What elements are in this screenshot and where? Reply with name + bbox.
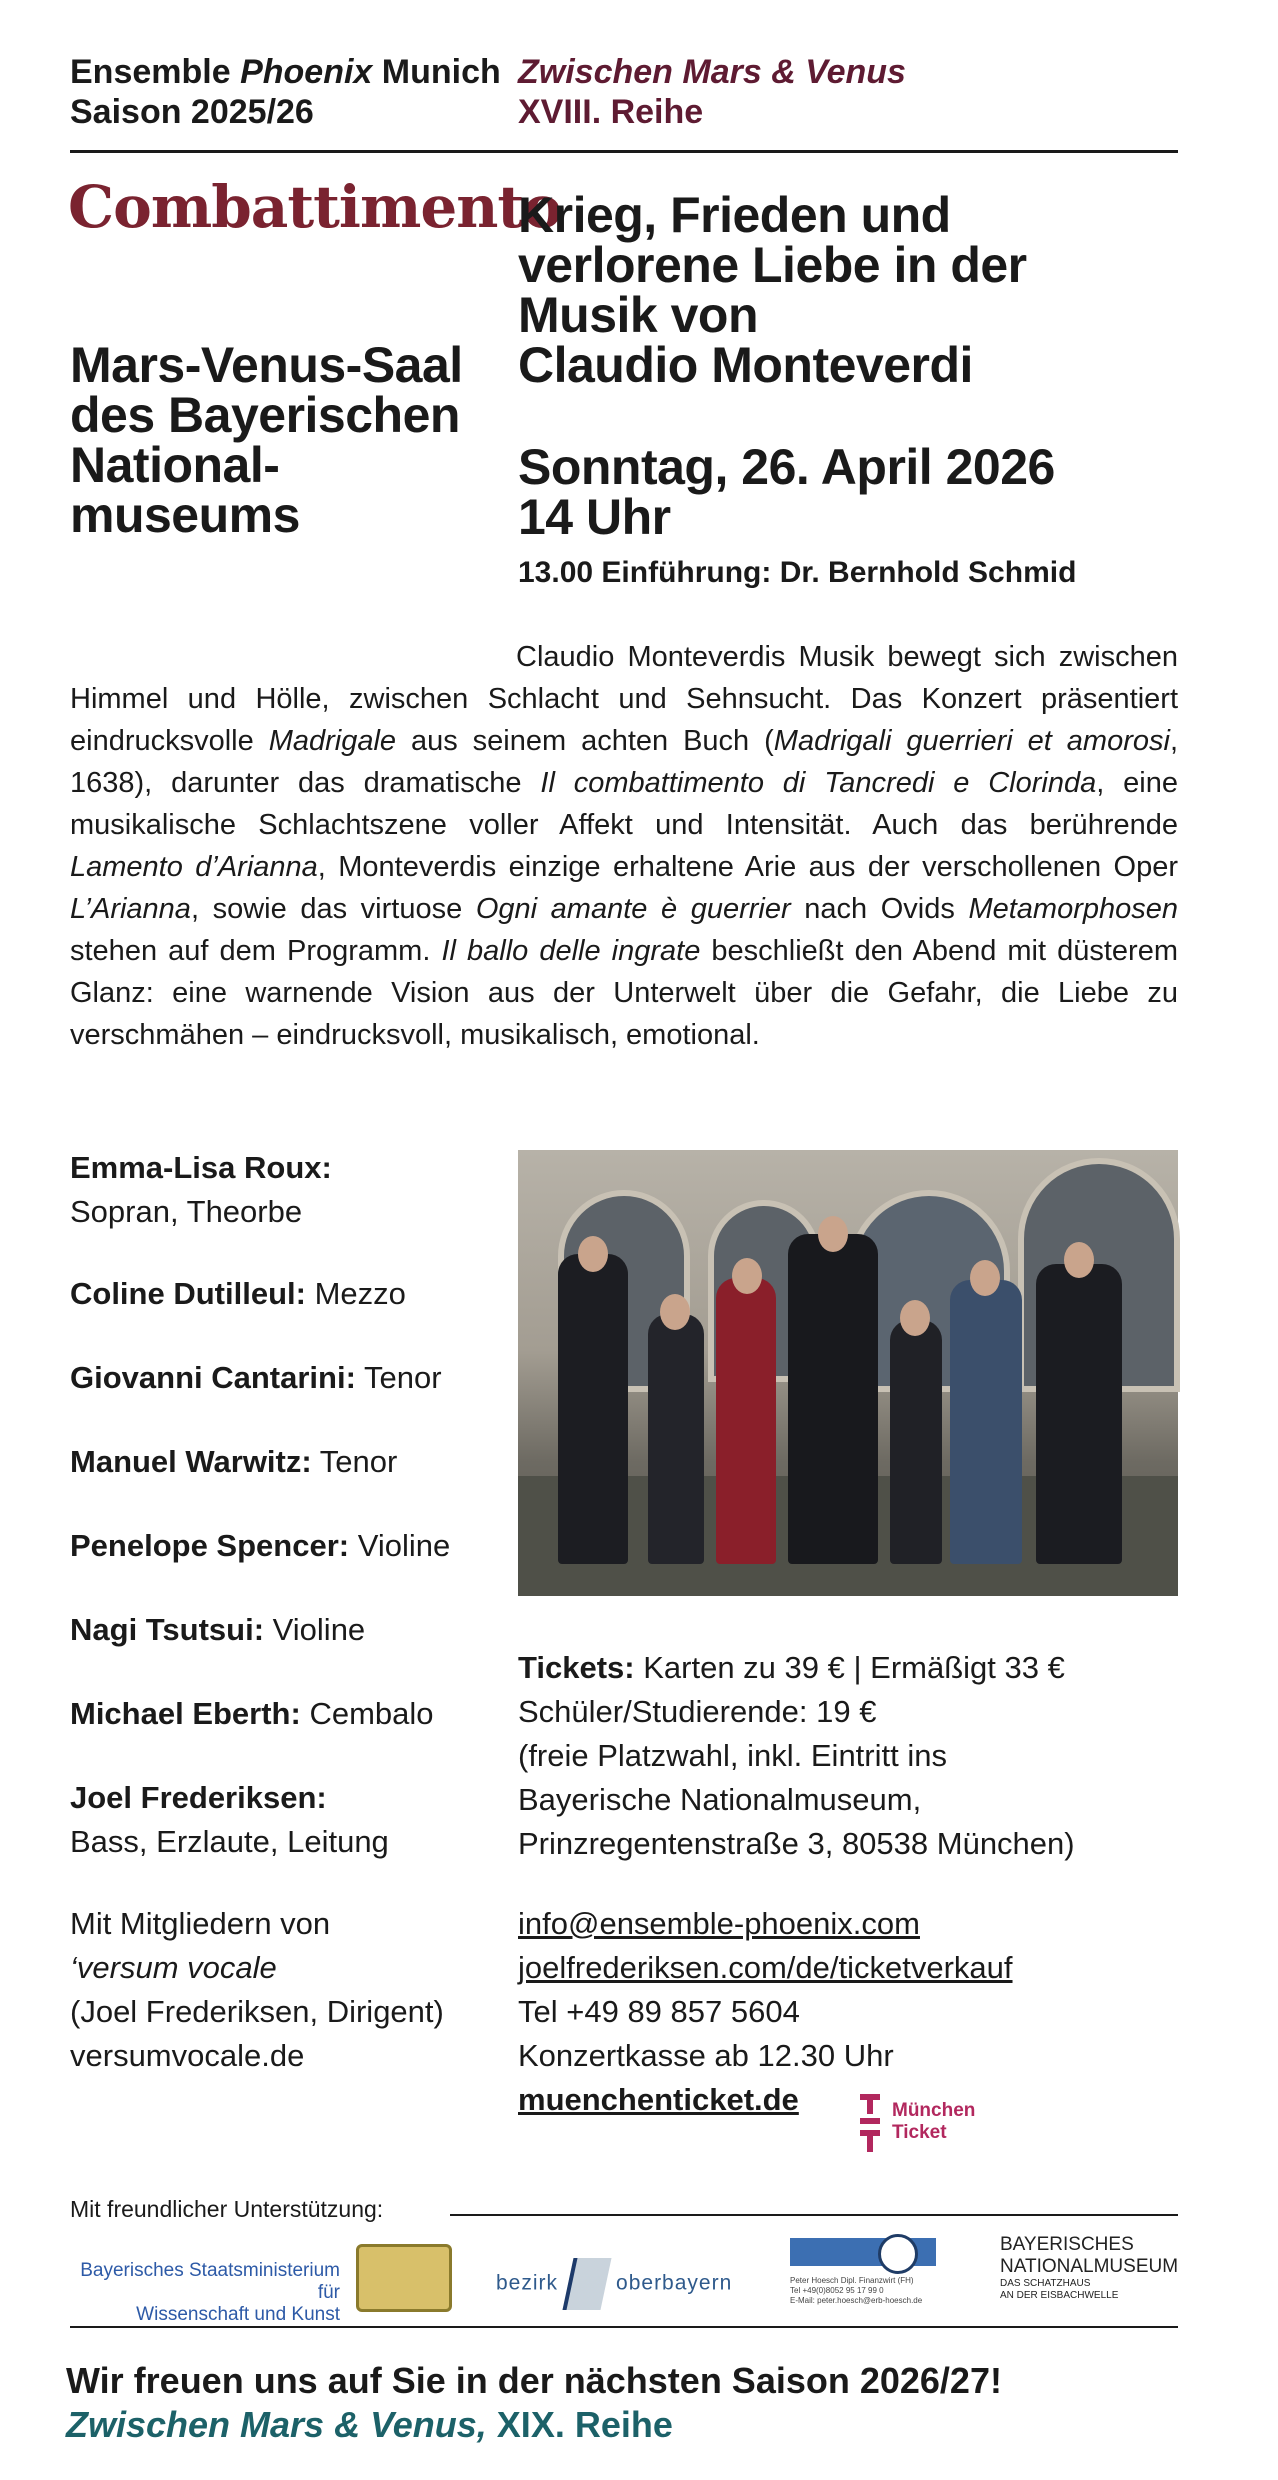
hoesch-logo-icon xyxy=(878,2234,918,2274)
muenchen-ticket-logo: München Ticket xyxy=(858,2092,988,2152)
concert-date: Sonntag, 26. April 2026 xyxy=(518,439,1055,495)
next-series: Zwischen Mars & Venus, XIX. Reihe xyxy=(66,2404,673,2445)
cast-item: Emma-Lisa Roux: Sopran, Theorbe xyxy=(70,1150,332,1229)
description: Claudio Monteverdis Musik bewegt sich zwischen Himmel und Hölle, zwischen Schlacht und Sehnsucht. Das Konzert präsentiert eindrucksvolle Madrigale aus seinem achten Buch (Madrigali guerrieri et amorosi, 1638), darunter das dramatische Il combattimento di Tancredi e Clorinda, eine musikalische Schlachtszene voller Affekt und Intensität. Auch das berührende Lamento d’Arianna, Monteverdis einzige erhaltene Arie aus der verschollenen Oper L’Arianna, sowie das virtuose Ogni amante è guerrier nach Ovids Metamorphosen stehen auf dem Programm. Il ballo delle ingrate beschließt den Abend mit düsterem Glanz: eine warnende Vision aus der Unterwelt über die Gefahr, die Liebe zu verschmähen – eindrucksvoll, musikalisch, emotional. xyxy=(70,641,1178,1051)
cast-item: Joel Frederiksen: Bass, Erzlaute, Leitung xyxy=(70,1780,389,1859)
support-divider-bottom xyxy=(70,2326,1178,2328)
next-season-note: Wir freuen uns auf Sie in der nächsten Saison 2026/27! xyxy=(66,2360,1002,2401)
concert-title: Combattimento xyxy=(68,173,561,241)
ticket-url-link[interactable]: joelfrederiksen.com/de/ticketverkauf xyxy=(518,1950,1013,1985)
cast-item: Penelope Spencer: Violine xyxy=(70,1528,451,1563)
members-note: Mit Mitgliedern von ‘versum vocale (Joel Frederiksen, Dirigent) versumvocale.de xyxy=(70,1906,444,2073)
sponsor-nationalmuseum: BAYERISCHES NATIONALMUSEUM DAS SCHATZHAUS AN DER EISBACHWELLE xyxy=(1000,2234,1179,2301)
box-office: Konzertkasse ab 12.30 Uhr xyxy=(518,2038,894,2073)
season: Saison 2025/26 xyxy=(70,93,314,131)
cast-item: Giovanni Cantarini: Tenor xyxy=(70,1360,442,1395)
muenchenticket-link[interactable]: muenchenticket.de xyxy=(518,2082,799,2117)
concert-time: 14 Uhr xyxy=(518,489,671,545)
mt-logo-icon xyxy=(858,2092,882,2152)
cast-item: Manuel Warwitz: Tenor xyxy=(70,1444,398,1479)
introduction: 13.00 Einführung: Dr. Bernhold Schmid xyxy=(518,556,1077,589)
sponsor-ministry: Bayerisches Staatsministerium für Wissenschaft und Kunst xyxy=(80,2260,340,2325)
header-divider xyxy=(70,150,1178,153)
bavaria-crest-icon xyxy=(356,2244,452,2312)
support-divider-top xyxy=(450,2214,1178,2216)
cast-item: Michael Eberth: Cembalo xyxy=(70,1696,434,1731)
concert-subtitle: Krieg, Frieden und verlorene Liebe in der Musik von Claudio Monteverdi xyxy=(518,187,1027,393)
contact-info xyxy=(518,1902,1198,2122)
phone: Tel +49 89 857 5604 xyxy=(518,1994,800,2029)
series-title: Zwischen Mars & Venus xyxy=(518,53,906,91)
email-link[interactable]: info@ensemble-phoenix.com xyxy=(518,1906,920,1941)
sponsor-bezirk-oberbayern: bezirk oberbayern xyxy=(496,2258,732,2310)
venue: Mars-Venus-Saal des Bayerischen National- museums xyxy=(70,337,463,543)
ensemble-name: Ensemble Phoenix Munich xyxy=(70,53,501,91)
bezirk-logo-icon xyxy=(563,2258,612,2310)
cast-item: Nagi Tsutsui: Violine xyxy=(70,1612,366,1647)
support-label: Mit freundlicher Unterstützung: xyxy=(70,2196,384,2222)
cast-item: Coline Dutilleul: Mezzo xyxy=(70,1276,406,1311)
series-number: XVIII. Reihe xyxy=(518,93,704,131)
ticket-info: Tickets: Karten zu 39 € | Ermäßigt 33 € Schüler/Studierende: 19 € (freie Platzwahl, inkl. Eintritt ins Bayerische Nationalmuseum, Prinzregentenstraße 3, 80538 München) xyxy=(518,1650,1075,1861)
ensemble-photo xyxy=(518,1150,1271,1596)
photo-credit: Foto: Gregory Wang xyxy=(1244,1282,1271,1504)
